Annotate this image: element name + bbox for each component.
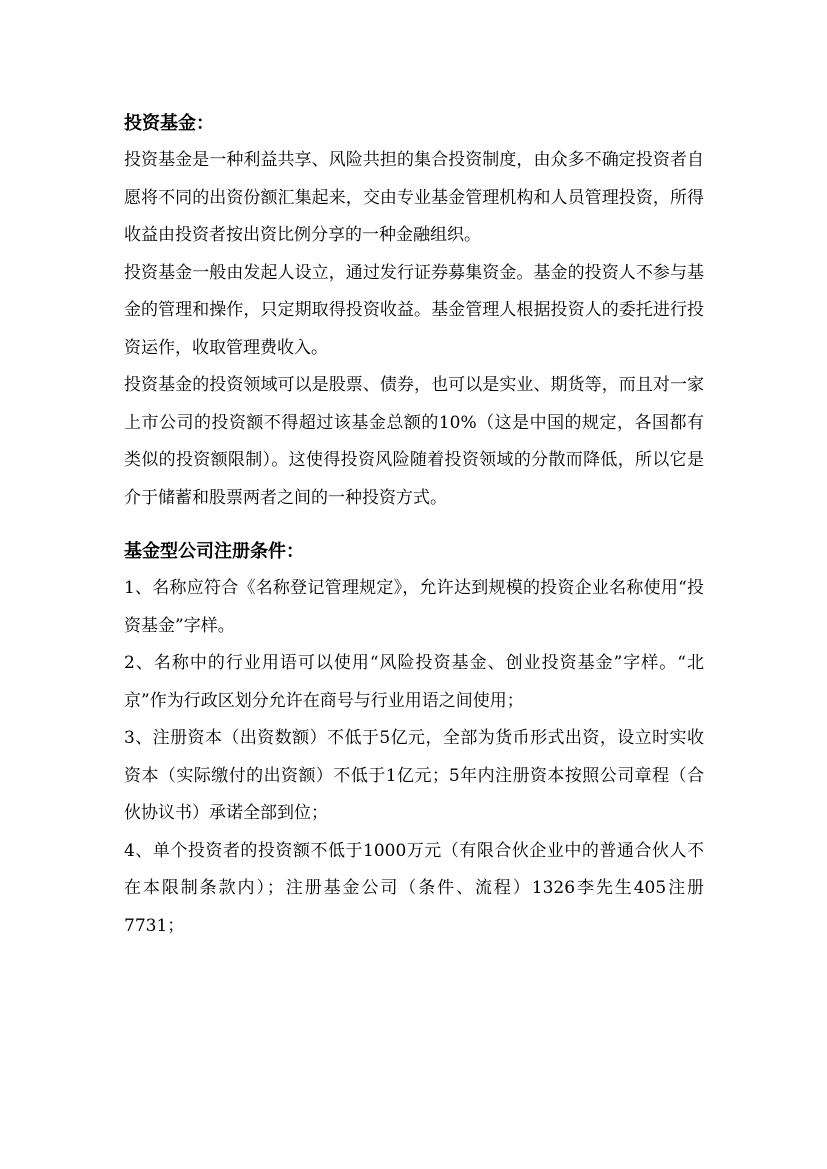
condition-item-2: 2、名称中的行业用语可以使用“风险投资基金、创业投资基金”字样。“北京”作为行政区划分允许在商号与行业用语之间使用；: [124, 653, 704, 711]
paragraph-fund-investment-scope: 投资基金的投资领域可以是股票、债券，也可以是实业、期货等，而且对一家上市公司的投资额不得超过该基金总额的10%（这是中国的规定，各国都有类似的投资额限制）。这使得投资风险随着投资领域的分散而降低，所以它是介于储蓄和股票两者之间的一种投资方式。: [124, 375, 704, 508]
document-page: [124, 105, 704, 945]
condition-item-4: 4、单个投资者的投资额不低于1000万元（有限合伙企业中的普通合伙人不在本限制条款内）；注册基金公司（条件、流程）1326李先生405注册7731；: [124, 840, 704, 936]
section-heading-investment-fund: 投资基金：: [124, 113, 214, 134]
section-heading-registration-conditions: 基金型公司注册条件：: [124, 541, 304, 562]
paragraph-fund-definition: 投资基金是一种利益共享、风险共担的集合投资制度，由众多不确定投资者自愿将不同的出资份额汇集起来，交由专业基金管理机构和人员管理投资，所得收益由投资者按出资比例分享的一种金融组织。: [124, 150, 704, 245]
condition-item-3: 3、注册资本（出资数额）不低于5亿元，全部为货币形式出资，设立时实收资本（实际缴付的出资额）不低于1亿元；5年内注册资本按照公司章程（合伙协议书）承诺全部到位；: [124, 728, 704, 823]
paragraph-fund-setup: 投资基金一般由发起人设立，通过发行证券募集资金。基金的投资人不参与基金的管理和操作，只定期取得投资收益。基金管理人根据投资人的委托进行投资运作，收取管理费收入。: [124, 262, 704, 358]
condition-item-1: 1、名称应符合《名称登记管理规定》，允许达到规模的投资企业名称使用“投资基金”字样。: [124, 578, 704, 636]
